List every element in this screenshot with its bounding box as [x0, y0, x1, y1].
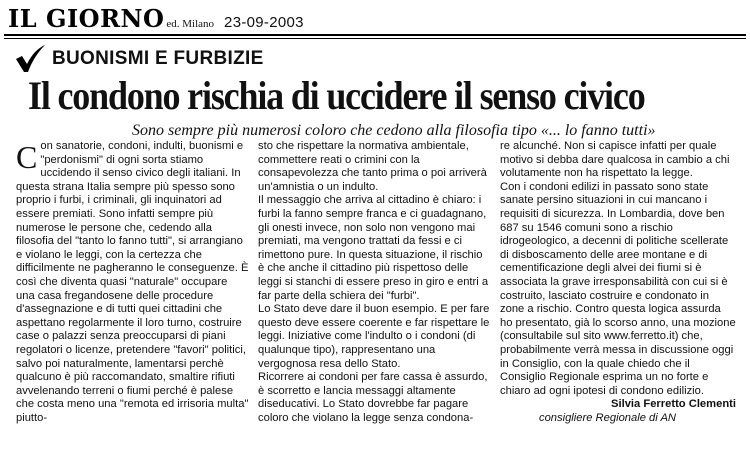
section-label: BUONISMI E FURBIZIE [52, 48, 264, 69]
article-column-1 [16, 140, 249, 425]
section-header [14, 44, 264, 74]
author-signature: Silvia Ferretto Clementi [611, 398, 736, 411]
edition-label: ed. Milano [166, 18, 215, 30]
article-paragraph: Con i condoni edilizi in passato sono state sanate persino situazioni in cui mancano i requisiti di sicurezza. In Lombardia, dove ben 687 su 1546 comuni sono a rischio idrogeologico, a decenni di politiche scellerate di disboscamento delle aree montane e di cementificazione degli alvei dei fiumi si è associata la grave irresponsabilità con cui si è costruito, lasciato costruire e condonato in zone a rischio. Contro questa logica assurda ho presentato, già lo scorso anno, una mozione (consultabile sul sito www.ferretto.it) che, probabilmente verrà messa in discussione oggi in Consiglio, con la quale chiedo che il Consiglio Regionale esprima un no forte e chiaro ad ogni ipotesi di condono edilizio. [500, 180, 736, 397]
drop-cap: C [16, 139, 38, 175]
article-paragraph [16, 140, 249, 425]
article-paragraph: Ricorrere ai condoni per fare cassa è assurdo, è scorretto e lancia messaggi altamente diseducativi. Lo Stato dovrebbe far pagare coloro che violano la legge senza condona- [258, 371, 488, 424]
checkmark-icon [14, 44, 46, 74]
article-headline: Il condono rischia di uccidere il senso civico [28, 73, 645, 118]
article-subtitle: Sono sempre più numerosi coloro che cedono alla filosofia tipo «... lo fanno tutti» [132, 122, 656, 139]
article-paragraph: sto che rispettare la normativa ambientale, commettere reati o crimini con la consapevolezza che tanto prima o poi arriverà un'amnistia o un indulto. [258, 140, 487, 193]
newspaper-logo: IL GIORNO [8, 4, 165, 33]
article-column-2 [258, 140, 491, 425]
masthead [8, 4, 304, 34]
publication-date: 23-09-2003 [224, 14, 304, 31]
article-column-3 [500, 140, 736, 425]
author-role: consigliere Regionale di AN [538, 411, 676, 424]
masthead-rule [4, 34, 746, 36]
article-paragraph: Lo Stato deve dare il buon esempio. E per fare questo deve essere coerente e far rispettare le leggi. Iniziative come l'indulto o i condoni (di qualunque tipo), rappresentano una vergognosa resa dello Stato. [258, 303, 490, 370]
article-paragraph: Il messaggio che arriva al cittadino è chiaro: i furbi la fanno sempre franca e ci guadagnano, gli onesti invece, non solo non vengono mai premiati, ma vengono trattati da fessi e ci rimettono pure. In questa situazione, il rischio è che anche il cittadino più rispettoso delle leggi si stanchi di essere preso in giro e entri a far parte della schiera dei "furbi". [258, 194, 489, 302]
article-paragraph: re alcunché. Non si capisce infatti per quale motivo si debba dare qualcosa in cambio a chi volutamente non ha rispettato la legge. [500, 140, 730, 180]
paragraph-text: on sanatorie, condoni, indulti, buonismi e "perdonismi" di ogni sorta stiamo uccidendo il senso civico degli italiani. In questa strana Italia sempre più spesso sono proprio i furbi, i criminali, gli inquinatori ad essere premiati. Sono infatti sempre più numerose le persone che, cedendo alla filosofia del "tanto lo fanno tutti", si arrangiano e violano le leggi, con la certezza che difficilmente ne pagheranno le conseguenze. È così che diventa quasi "naturale" occupare una casa fregandosene delle procedure d'assegnazione e di tutti quei cittadini che aspettano regolarmente il loro turno, costruire case o palazzi senza preoccuparsi di piani regolatori o licenze, pretendere "favori" politici, salvo poi naturalmente, lamentarsi perchè qualcuno è più raccomandato, smaltire rifiuti avvelenando terreni o fiumi perché è palese che costa meno una "remota ed irrisoria multa" piutto- [16, 140, 249, 424]
masthead-rule-thin [4, 38, 746, 39]
